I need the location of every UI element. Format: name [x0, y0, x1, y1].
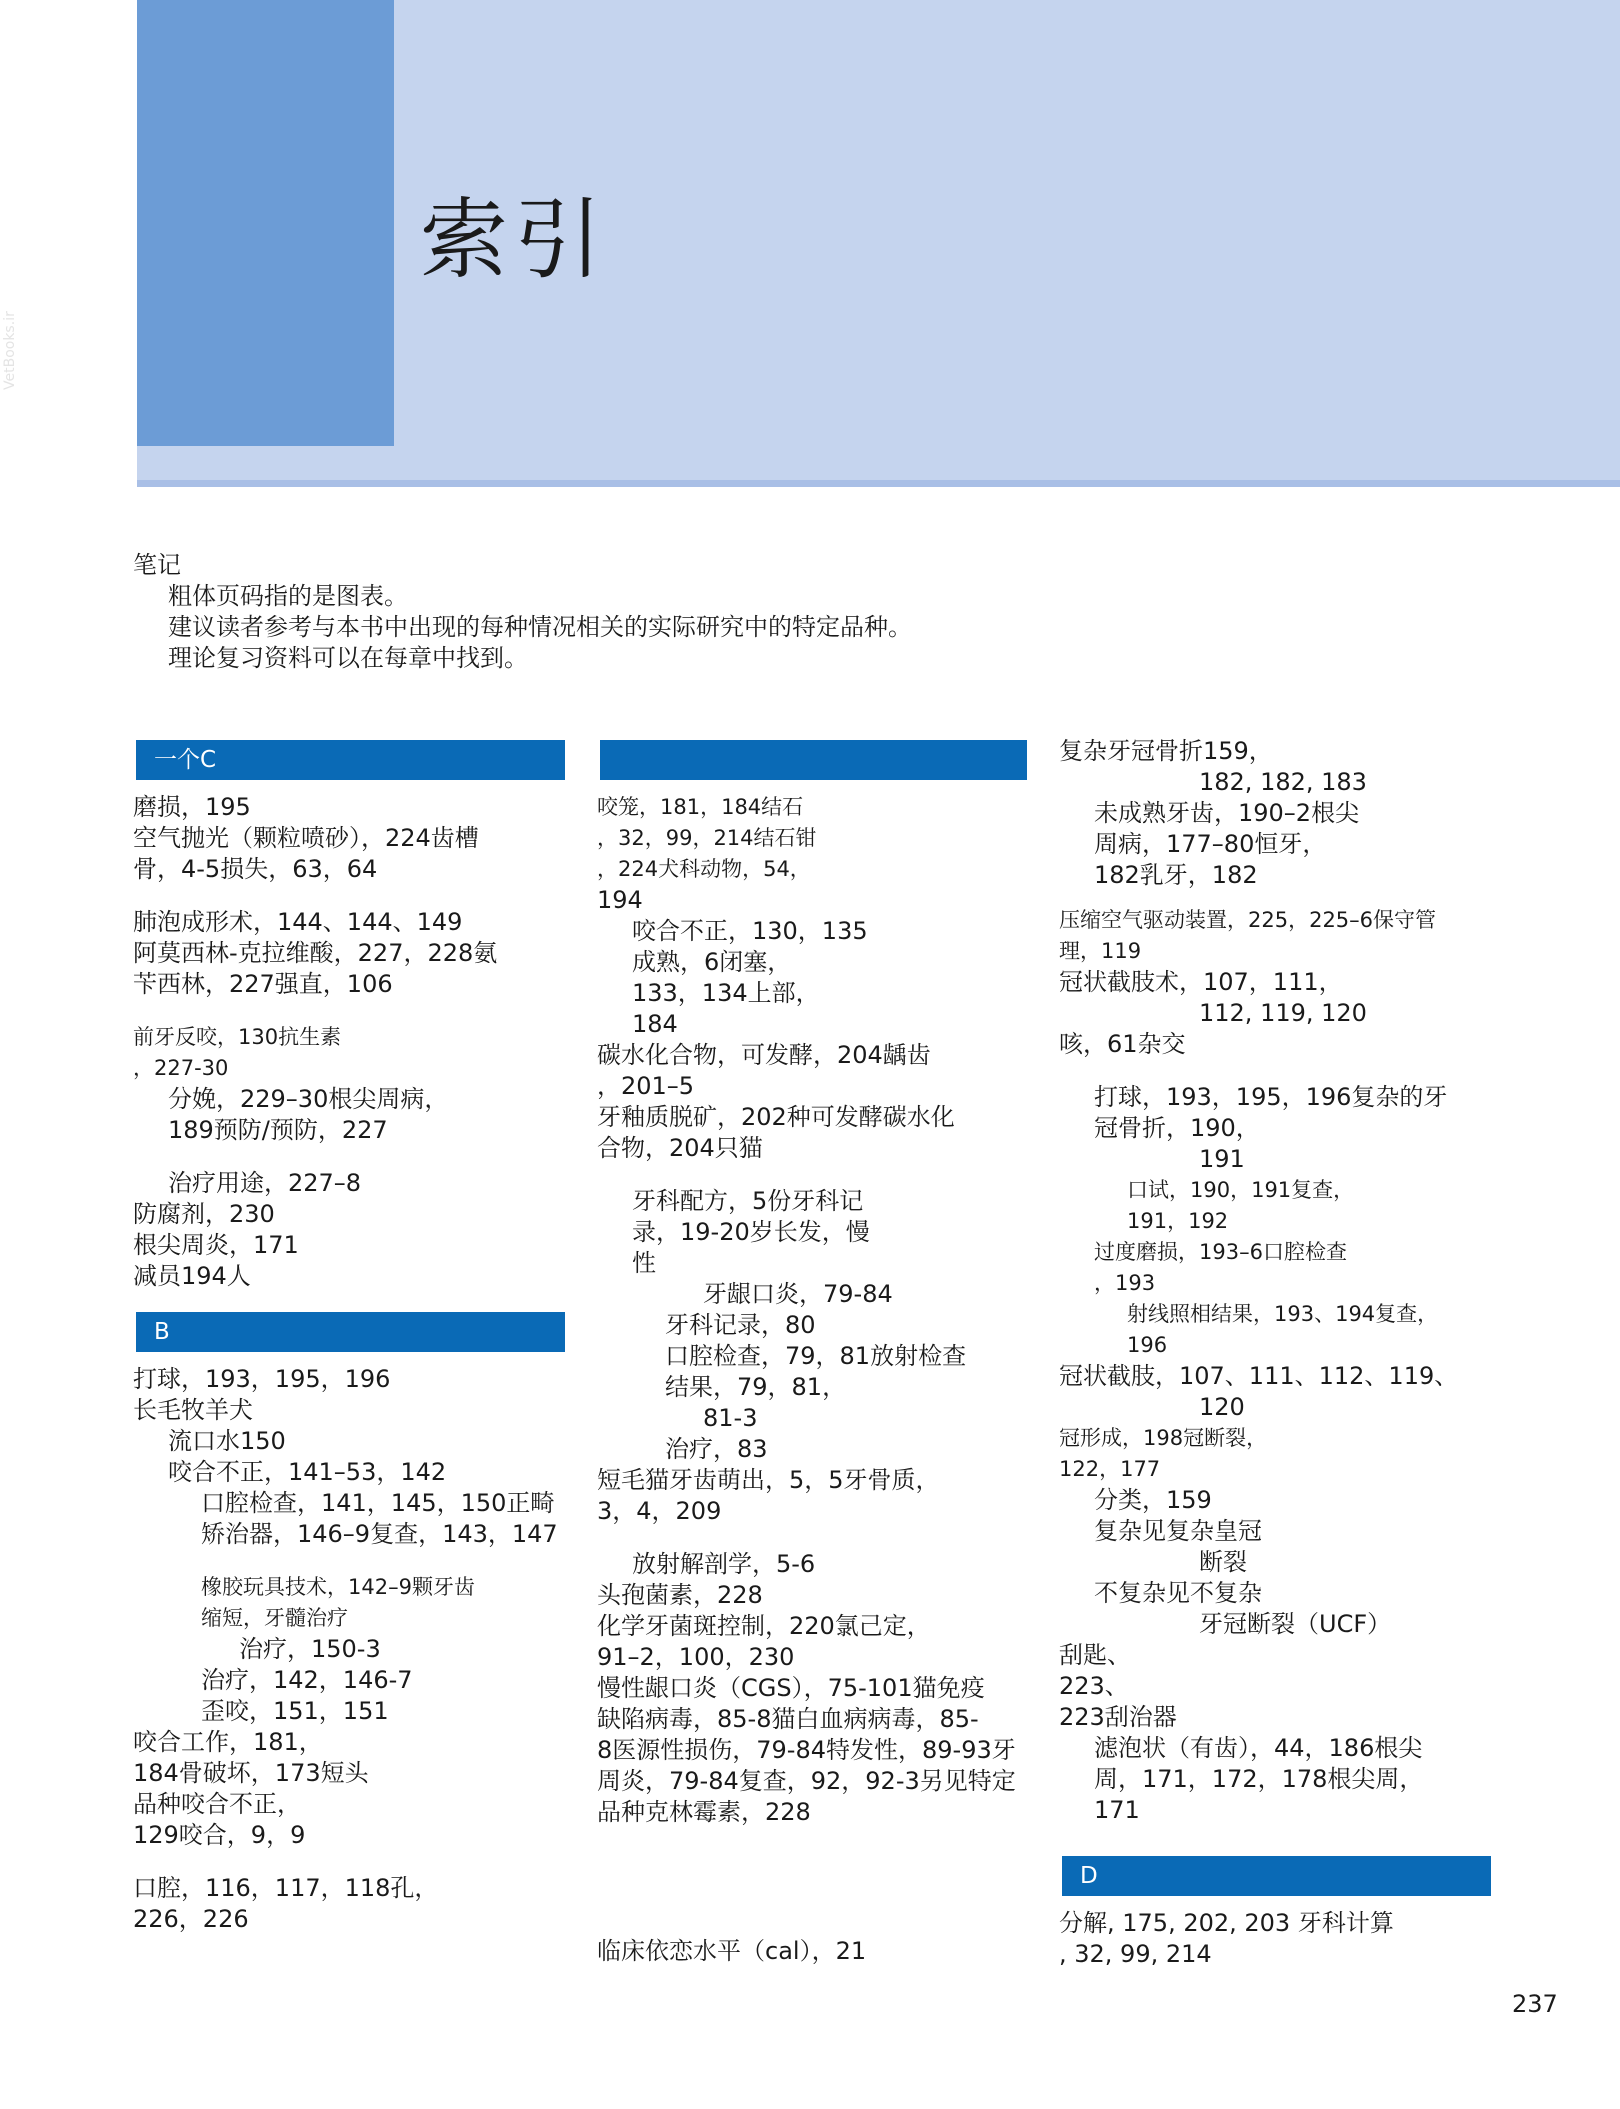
index-column-1	[133, 740, 573, 1935]
index-entry: 120	[1199, 1393, 1245, 1421]
index-entry: 182, 182, 183	[1199, 768, 1367, 796]
index-entry: 复杂牙冠骨折159，	[1059, 737, 1273, 765]
index-entry: 129咬合，9，9	[133, 1821, 306, 1849]
index-entry: 牙科配方，5份牙科记	[632, 1187, 864, 1215]
index-entry: 112, 119, 120	[1199, 999, 1367, 1027]
index-entry: 断裂	[1199, 1548, 1247, 1576]
index-entry: 头孢菌素，228	[597, 1581, 763, 1609]
index-entry: 咬笼，181，184结石	[597, 795, 804, 819]
index-entry: 品种克林霉素，228	[597, 1798, 811, 1826]
index-entry: 录，19-20岁长发，慢	[632, 1218, 870, 1246]
index-column-2	[597, 740, 1037, 1967]
index-entry: 133，134上部，	[632, 979, 820, 1007]
index-entry: 流口水150	[168, 1427, 286, 1455]
index-entry: 184	[632, 1010, 678, 1038]
index-entry: 171	[1094, 1796, 1140, 1824]
index-entry: ，201–5	[597, 1072, 695, 1100]
index-entry: 咬合工作，181，	[133, 1728, 323, 1756]
index-entry: 189预防/预防，227	[168, 1116, 388, 1144]
header-rule	[137, 480, 1620, 487]
section-header-b: B	[136, 1312, 565, 1352]
index-entry: 射线照相结果，193、194复查，	[1127, 1302, 1439, 1326]
index-entry: 8医源性损伤，79-84特发性，89-93牙	[597, 1736, 1016, 1764]
index-entry: 临床依恋水平（cal），21	[597, 1937, 867, 1965]
index-entry: 打球，193，195，196复杂的牙	[1094, 1083, 1448, 1111]
index-entry: 治疗，142，146-7	[201, 1666, 413, 1694]
index-entry: 压缩空气驱动装置，225，225–6保守管	[1059, 908, 1437, 932]
index-entry: ，193	[1094, 1271, 1156, 1295]
index-entry: 分娩，229–30根尖周病，	[168, 1085, 449, 1113]
index-entry: 咳，61杂交	[1059, 1030, 1186, 1058]
index-entry: 打球，193，195，196	[133, 1365, 391, 1393]
index-entry: 防腐剂，230	[133, 1200, 275, 1228]
index-entry: 81-3	[703, 1404, 758, 1432]
section-header-d: D	[1062, 1856, 1491, 1896]
index-entry: 慢性龈口炎（CGS），75-101猫免疫	[597, 1674, 985, 1702]
index-entry: 短毛猫牙齿萌出，5，5牙骨质，	[597, 1466, 940, 1494]
index-entry: 牙科记录，80	[665, 1311, 816, 1339]
index-entry: 阿莫西林-克拉维酸，227，228氨	[133, 939, 498, 967]
index-entry: 182乳牙，182	[1094, 861, 1258, 889]
index-entry: 3，4，209	[597, 1497, 722, 1525]
index-entry: 冠骨折，190，	[1094, 1114, 1260, 1142]
watermark: VetBooks.ir	[2, 311, 18, 390]
index-entry: 滤泡状（有齿），44，186根尖	[1094, 1734, 1423, 1762]
page-number: 237	[1512, 1990, 1558, 2018]
index-entry: , 32, 99, 214	[1059, 1940, 1212, 1968]
index-entry: 191	[1199, 1145, 1245, 1173]
index-entry: 91–2，100，230	[597, 1643, 795, 1671]
index-entry: 过度磨损，193–6口腔检查	[1094, 1240, 1347, 1264]
index-entry: 缩短，牙髓治疗	[201, 1606, 348, 1630]
index-entry: 196	[1127, 1333, 1168, 1357]
index-entry: 肺泡成形术，144、144、149	[133, 908, 463, 936]
index-entry: 周，171，172，178根尖周，	[1094, 1765, 1424, 1793]
index-entry: 歪咬，151，151	[201, 1697, 389, 1725]
index-entry: 冠形成，198冠断裂，	[1059, 1426, 1268, 1450]
index-entry: 周病，177–80恒牙，	[1094, 830, 1327, 858]
index-entry: 前牙反咬，130抗生素	[133, 1025, 342, 1049]
index-entry: 冠状截肢术，107，111，	[1059, 968, 1343, 996]
index-entry: 223刮治器	[1059, 1703, 1177, 1731]
index-entry: 未成熟牙齿，190–2根尖	[1094, 799, 1360, 827]
index-entry: 咬合不正，130，135	[632, 917, 868, 945]
header-accent-block	[137, 0, 394, 446]
index-entry: 品种咬合不正，	[133, 1790, 301, 1818]
index-entry: 223、	[1059, 1672, 1129, 1700]
index-column-3	[1059, 736, 1499, 1970]
index-entry: 口腔，116，117，118孔，	[133, 1874, 439, 1902]
index-entry: 治疗用途，227–8	[168, 1169, 362, 1197]
index-entry: ，227-30	[133, 1056, 229, 1080]
index-entry: 治疗，150-3	[239, 1635, 381, 1663]
index-entry: 结果，79，81，	[665, 1373, 847, 1401]
index-entry: 苄西林，227强直，106	[133, 970, 393, 998]
index-entry: 口腔检查，79，81放射检查	[665, 1342, 967, 1370]
index-entry: 226，226	[133, 1905, 249, 1933]
index-entry: 冠状截肢，107、111、112、119、	[1059, 1362, 1459, 1390]
index-entry: 性	[632, 1249, 656, 1277]
index-entry: 碳水化合物，可发酵，204龋齿	[597, 1041, 931, 1069]
index-entry: 化学牙菌斑控制，220氯己定，	[597, 1612, 931, 1640]
index-entry: 复杂见复杂皇冠	[1094, 1517, 1262, 1545]
index-entry: 骨，4-5损失，63，64	[133, 855, 378, 883]
section-header-c	[600, 740, 1027, 780]
index-entry: 橡胶玩具技术，142–9颗牙齿	[201, 1575, 475, 1599]
index-entry: 减员194人	[133, 1262, 251, 1290]
index-entry: 缺陷病毒，85-8猫白血病病毒，85-	[597, 1705, 979, 1733]
page-title: 索引	[420, 188, 609, 291]
notes-block	[133, 550, 1133, 674]
index-entry: 刮匙、	[1059, 1641, 1131, 1669]
notes-item: 建议读者参考与本书中出现的每种情况相关的实际研究中的特定品种。	[168, 613, 912, 641]
index-entry: 治疗，83	[665, 1435, 768, 1463]
index-entry: 矫治器，146–9复查，143，147	[201, 1520, 558, 1548]
index-entry: 分解, 175, 202, 203 牙科计算	[1059, 1909, 1394, 1937]
index-entry: 牙冠断裂（UCF）	[1199, 1610, 1392, 1638]
index-entry: 191，192	[1127, 1209, 1229, 1233]
index-entry: 分类，159	[1094, 1486, 1212, 1514]
notes-item: 粗体页码指的是图表。	[168, 582, 408, 610]
index-entry: 合物，204只猫	[597, 1134, 763, 1162]
index-entry: 184骨破坏，173短头	[133, 1759, 369, 1787]
index-entry: 长毛牧羊犬	[133, 1396, 253, 1424]
index-entry: 牙龈口炎，79-84	[703, 1280, 893, 1308]
index-entry: 不复杂见不复杂	[1094, 1579, 1262, 1607]
index-entry: 成熟，6闭塞，	[632, 948, 792, 976]
index-entry: ，32，99，214结石钳	[597, 826, 817, 850]
index-entry: 放射解剖学，5-6	[632, 1550, 816, 1578]
index-entry: 口腔检查，141，145，150正畸	[201, 1489, 555, 1517]
index-entry: 牙釉质脱矿，202种可发酵碳水化	[597, 1103, 955, 1131]
index-entry: 咬合不正，141–53，142	[168, 1458, 447, 1486]
index-entry: 122，177	[1059, 1457, 1161, 1481]
index-entry: 根尖周炎，171	[133, 1231, 299, 1259]
index-entry: ，224犬科动物，54，	[597, 857, 811, 881]
index-entry: 磨损，195	[133, 793, 251, 821]
index-entry: 理，119	[1059, 939, 1142, 963]
notes-item: 理论复习资料可以在每章中找到。	[168, 644, 528, 672]
index-entry: 空气抛光（颗粒喷砂），224齿槽	[133, 824, 479, 852]
index-entry: 口试，190，191复查，	[1127, 1178, 1355, 1202]
notes-title: 笔记	[133, 551, 181, 579]
section-header-a: 一个C	[136, 740, 565, 780]
index-entry: 194	[597, 886, 643, 914]
index-entry: 周炎，79-84复查，92，92-3另见特定	[597, 1767, 1016, 1795]
